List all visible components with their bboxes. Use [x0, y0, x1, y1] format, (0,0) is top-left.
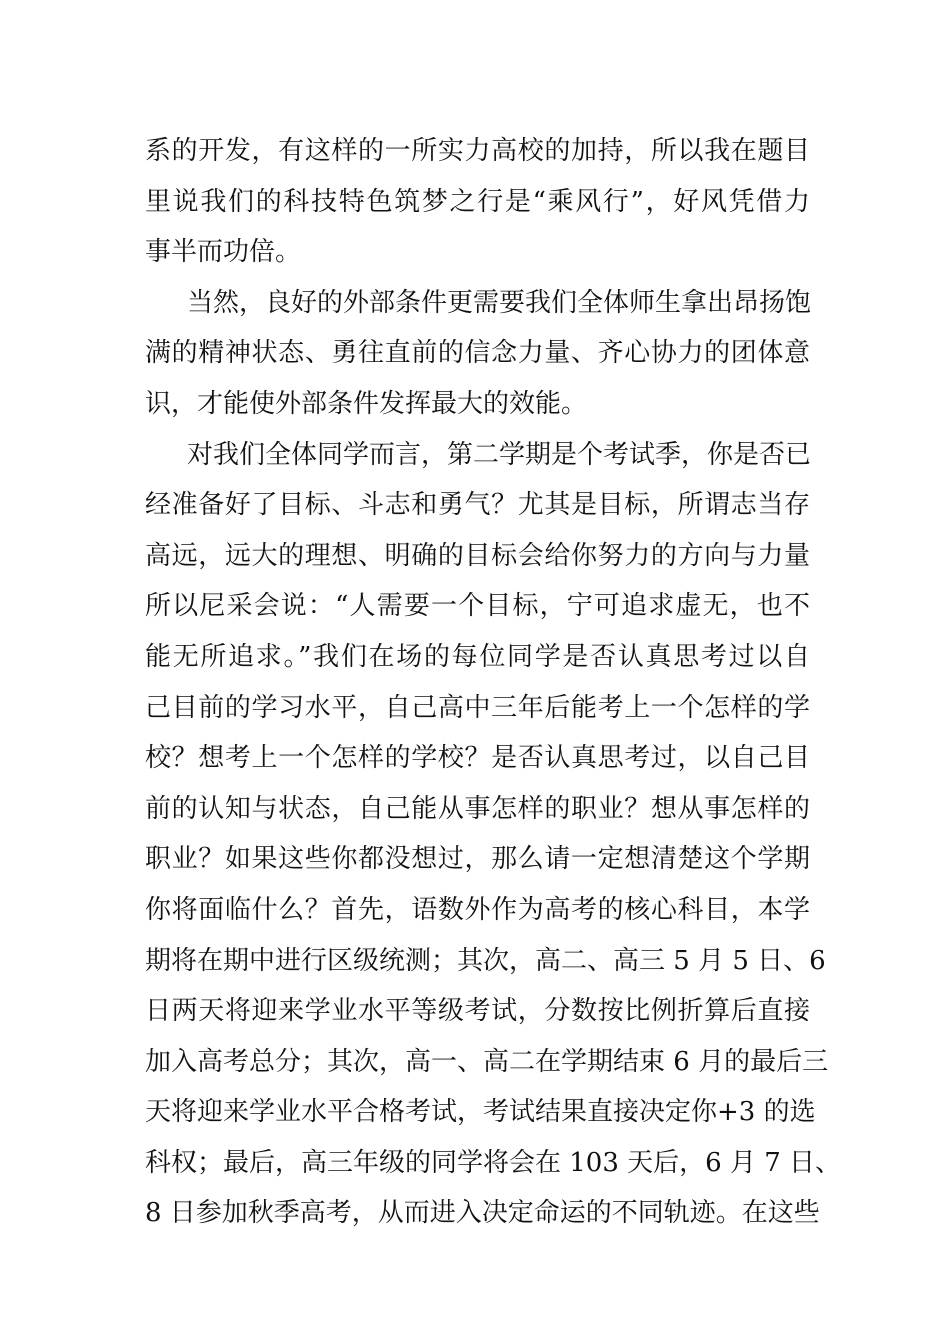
text-line: 里说我们的科技特色筑梦之行是“乘风行”，好风凭借力 — [145, 186, 810, 217]
text-line: 期将在期中进行区级统测；其次，高二、高三 5 月 5 日、6 — [145, 945, 826, 976]
text-line: 日两天将迎来学业水平等级考试，分数按比例折算后直接 — [145, 996, 810, 1027]
text-line: 满的精神状态、勇往直前的信念力量、齐心协力的团体意 — [145, 338, 810, 369]
body-text — [145, 126, 842, 1239]
text-line: 当然，良好的外部条件更需要我们全体师生拿出昂扬饱 — [187, 287, 812, 318]
text-line: 经准备好了目标、斗志和勇气？尤其是目标，所谓志当存 — [145, 490, 810, 521]
text-line: 科权；最后，高三年级的同学将会在 103 天后，6 月 7 日、 — [145, 1147, 842, 1178]
text-line: 所以尼采会说：“人需要一个目标，宁可追求虚无，也不 — [145, 591, 810, 622]
text-line: 高远，远大的理想、明确的目标会给你努力的方向与力量 — [145, 540, 810, 571]
text-line: 对我们全体同学而言，第二学期是个考试季，你是否已 — [187, 439, 812, 470]
text-line: 加入高考总分；其次，高一、高二在学期结束 6 月的最后三 — [145, 1046, 829, 1077]
text-line: 校？想考上一个怎样的学校？是否认真思考过，以自己目 — [145, 743, 810, 774]
text-line: 事半而功倍。 — [145, 237, 302, 268]
text-line: 天将迎来学业水平合格考试，考试结果直接决定你+3 的选 — [145, 1097, 816, 1128]
text-line: 你将面临什么？首先，语数外作为高考的核心科目，本学 — [145, 894, 810, 925]
text-line: 前的认知与状态，自己能从事怎样的职业？想从事怎样的 — [145, 793, 810, 824]
text-line: 己目前的学习水平，自己高中三年后能考上一个怎样的学 — [145, 692, 810, 723]
text-line: 能无所追求。”我们在场的每位同学是否认真思考过以自 — [145, 641, 810, 672]
text-line: 系的开发，有这样的一所实力高校的加持，所以我在题目 — [145, 136, 810, 166]
text-line: 识，才能使外部条件发挥最大的效能。 — [145, 388, 588, 419]
text-line: 职业？如果这些你都没想过，那么请一定想清楚这个学期 — [145, 844, 810, 875]
text-line: 8 日参加秋季高考，从而进入决定命运的不同轨迹。在这些 — [145, 1198, 820, 1229]
